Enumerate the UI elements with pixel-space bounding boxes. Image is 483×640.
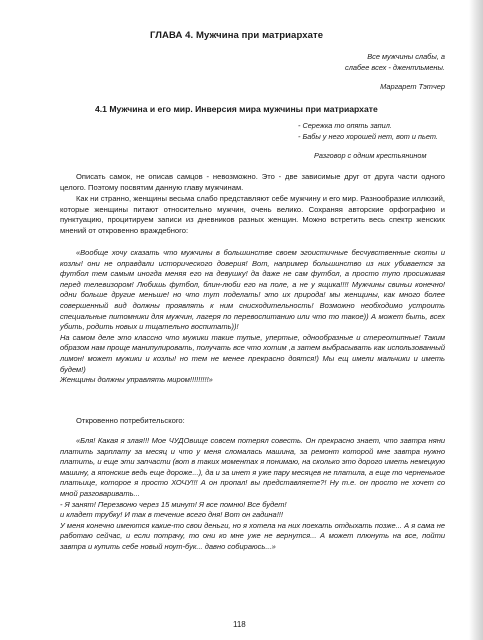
page-number: 118 (233, 620, 246, 629)
epigraph-author: Маргарет Тэтчер (380, 82, 445, 91)
quote-paragraph: На самом деле это классно что мужики такие тупые, упертые, однообразные и стереотипные! Таким образом нам проще манипулировать, получать все что хотим ,а затем выбрасывать как использованный лимон! может мужики и козлы! но тем не менее прекрасно доятся!) Мы ещ имели мальчики и иметь будем!) (60, 332, 445, 374)
quote-paragraph: и кладет трубку! И так в течение всего дня! Вот он гадина!!! (60, 510, 283, 520)
quote-paragraph: «Бля! Какая я злая!!! Мое ЧУДОвище совсем потерял совесть. Он прекрасно знает, что завтра няни платить зарплату за месяц и что у меня сломалась машина, за ремонт которой мне завтра нужно платить, и еще эти запчасти (вот в таких моментах я понимаю, на сколько это дорого иметь немецкую машину, а японские ведь еще дороже...), да и за инет я уже пару месяцев не платила, а еще то черненькое платьице, которое я просто ХОЧУ!!! А он пропал! вы представляете?! Ну т.е. он просто не хочет со мной разговаривать... (60, 436, 445, 498)
quote-paragraph: - Я занят! Перезвоню через 15 минут! Я все помню! Все будет! (60, 499, 287, 509)
section-title: 4.1 Мужчина и его мир. Инверсия мира мужчины при матриархате (95, 104, 378, 114)
dialogue-source: Разговор с одним крестьянином (314, 151, 427, 160)
body-paragraph: Описать самок, не описав самцов - невозможно. Это - две зависимые друг от друга части одного целого. Поэтому посвятим данную главу мужчинам. (60, 172, 445, 192)
body-paragraph: Откровенно потребительского: (76, 416, 185, 425)
dialogue-line: - Бабы у него хорошей нет, вот и пьет. (298, 131, 438, 141)
quote-paragraph: Женщины должны управлять миром!!!!!!!!!» (60, 375, 213, 385)
epigraph-line: Все мужчины слабы, а (367, 52, 445, 61)
diary-quote (60, 248, 445, 386)
dialogue-line: - Сережка то опять запил. (298, 121, 392, 130)
body-paragraph: Как ни странно, женщины весьма слабо представляют себе мужчину и его мир. Разнообразие иллюзий, которые женщины питают относительно мужчин, очень велико. Сохраняя авторские орфографию и пунктуацию, процитируем записи из дневников разных женщин. Можно встретить весь спектр женских мнений от откровенно враждебного: (60, 194, 445, 235)
diary-quote (60, 436, 445, 553)
page-edge-shadow (469, 0, 483, 640)
quote-paragraph: У меня конечно имеются какие-то свои деньги, но я хотела на них поехать отдыхать позже... А я сама не работаю сейчас, и если потрачу, то они ко мне уже не вернутся... А может плюнуть на все, пойти завтра и купить себе новый ноут-бук... давно собираюсь...» (60, 520, 445, 551)
dialogue-epigraph (298, 121, 438, 142)
quote-paragraph: «Вообще хочу сказать что мужчины в большинстве своем эгоистичные бесчувственные скоты и козлы! они не оправдали исторического доверия! Вот, например большинство из них убивается за футбол тем самым иногда меняя его на девушку! да даже не сам футбол, а просто тупо просиживая перед телевизором! Любишь футбол, блин-люби его на поле, а не у ящика!!!! Мужчины свиньи конечно! одни больше другие меньше! но что тут поделать! это их природа! мы женщины, как много более совершенный вид должны проявлять к ним снисходительность! Возможно необходимо устроить специальные питомники для мужчин, лагеря по перевоспитанию или что то такое)) А может быть, всех убить, родить новых и тщательно воспитать))! (60, 248, 445, 332)
epigraph-line: слабее всех - джентльмены. (345, 63, 445, 72)
chapter-title: ГЛАВА 4. Мужчина при матриархате (150, 30, 324, 41)
epigraph-quote (345, 51, 445, 73)
